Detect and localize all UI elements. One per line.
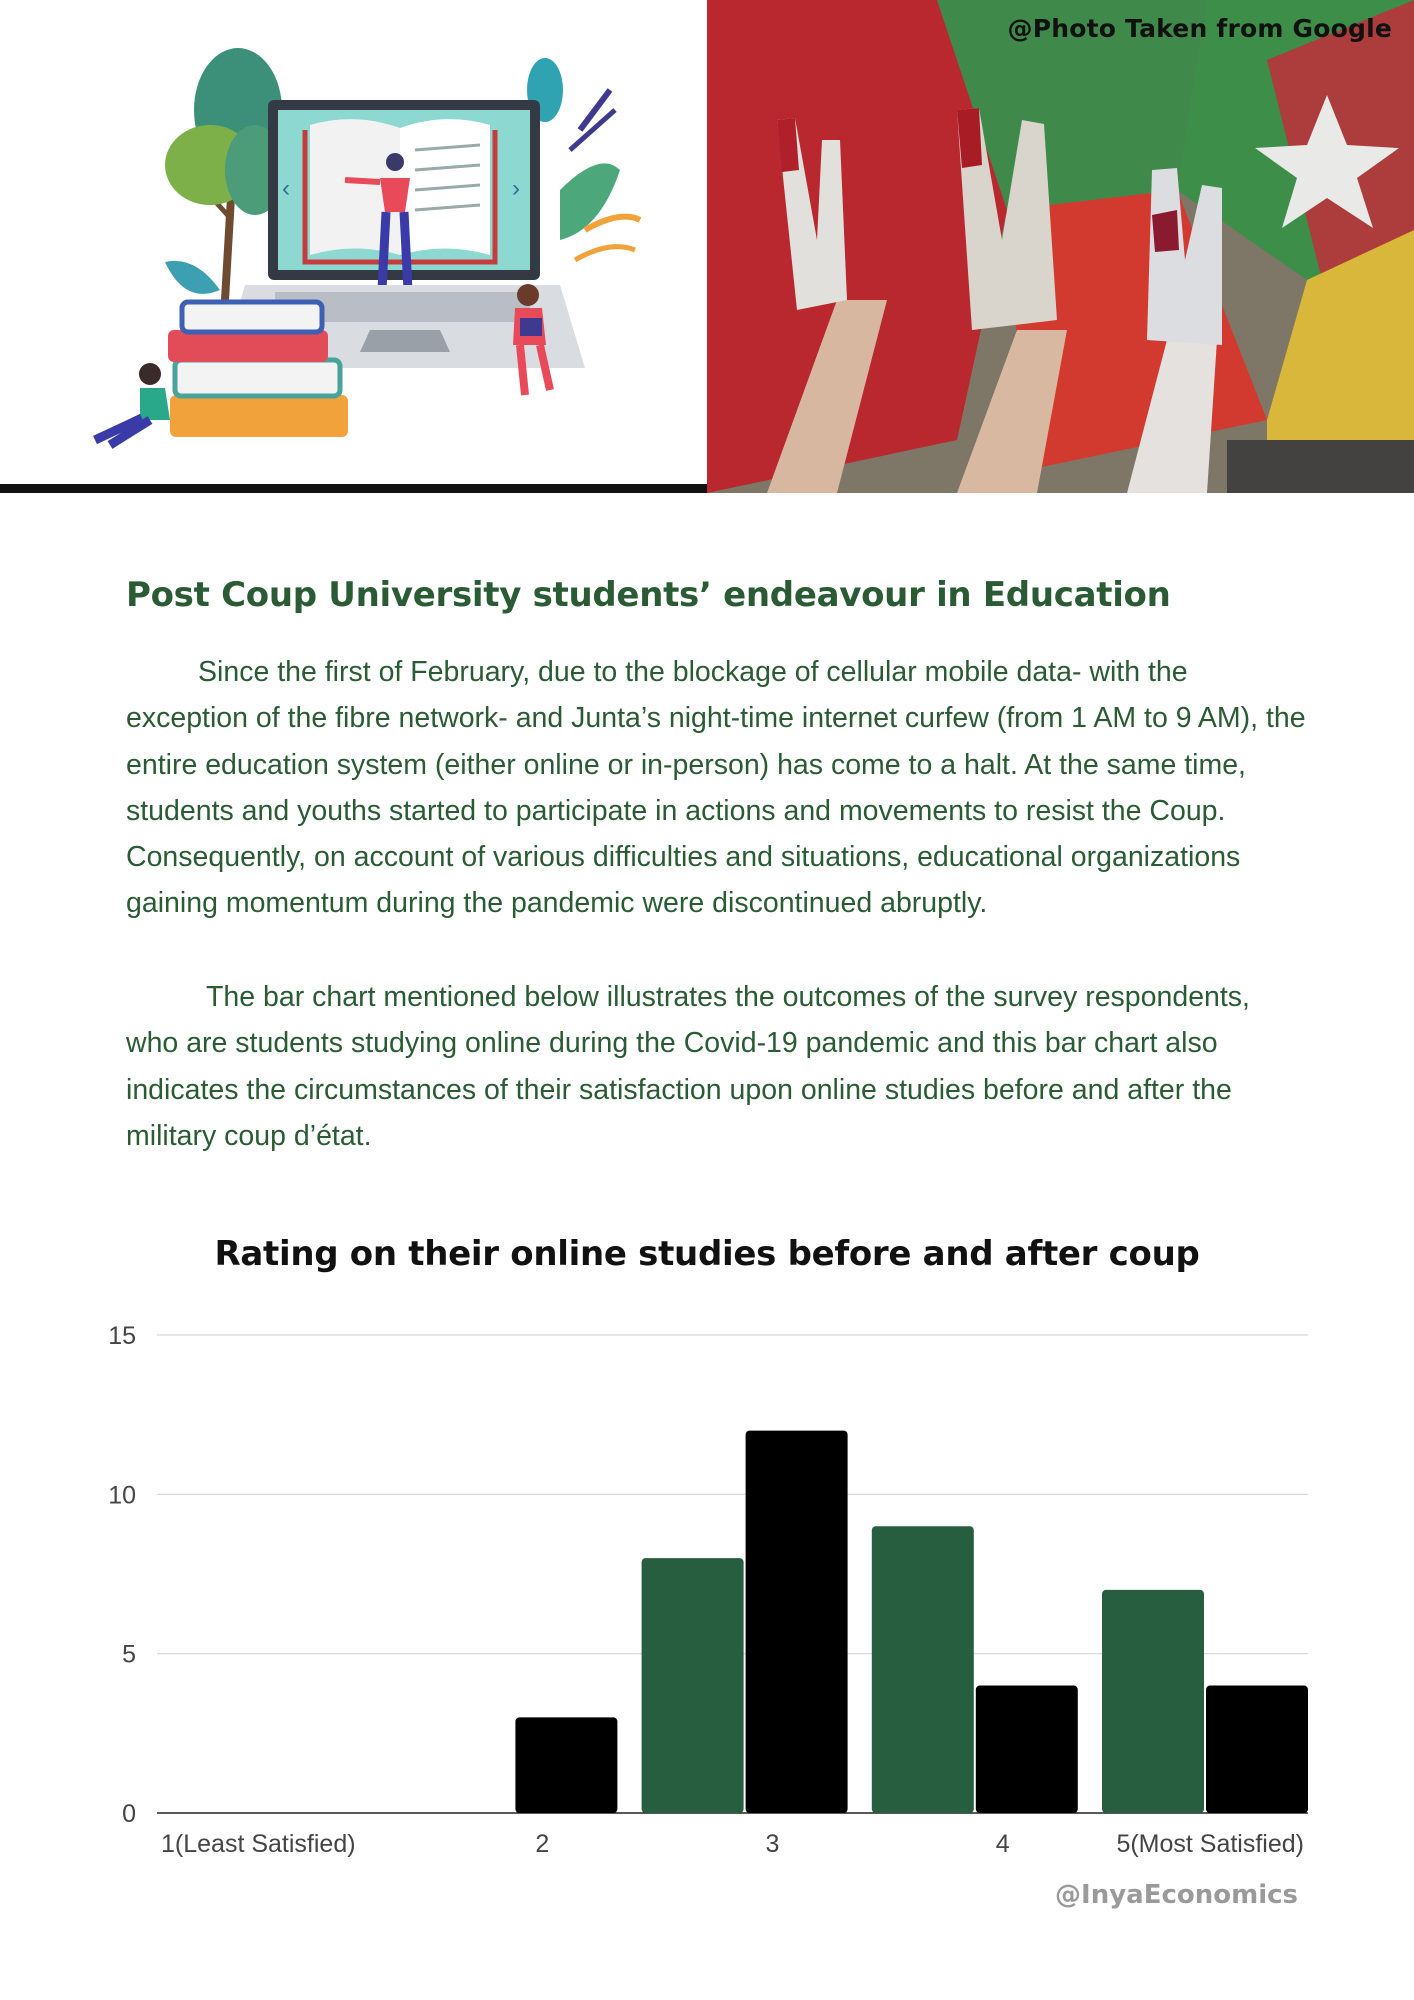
x-tick-label: 5(Most Satisfied) [1116,1830,1304,1858]
article-title: Post Coup University students’ endeavour in Education [126,575,1171,615]
y-tick-label: 10 [108,1481,136,1510]
y-tick-label: 15 [108,1322,136,1350]
article-paragraph-2: The bar chart mentioned below illustrates the outcomes of the survey respondents, who are students studying online during the Covid-19 pandemic and this bar chart also indicates the circumstances of their satisfaction upon online studies before and after the military coup d’état. [126,981,1250,1152]
svg-text:›: › [512,175,520,202]
bar [1206,1686,1308,1813]
photo-credit: @Photo Taken from Google [1007,14,1392,43]
x-tick-label: 3 [765,1830,780,1858]
watermark: @InyaEconomics [1055,1880,1298,1910]
article-paragraph-1: Since the first of February, due to the blockage of cellular mobile data- with the exception of the fibre network- and Junta’s night-time internet curfew (from 1 AM to 9 AM), the entire education system (either online or in-person) has come to a halt. At the same time, students and youths started to participate in actions and movements to resist the Coup. Consequently, on account of various difficulties and situations, educational organizations gaining momentum during the pandemic were discontinued abruptly. [126,656,1306,920]
chart-title: Rating on their online studies before and after coup [214,1234,1200,1274]
bar [1102,1590,1204,1813]
svg-text:‹: ‹ [282,175,290,202]
bar [642,1558,744,1813]
bar [746,1431,848,1813]
divider-line [0,484,707,493]
x-tick-label: 4 [995,1830,1010,1858]
bar-chart [0,1300,1414,1880]
y-tick-label: 0 [122,1800,136,1828]
protest-photo [707,0,1414,493]
bar [515,1717,617,1813]
x-tick-label: 2 [535,1830,550,1858]
bar [872,1526,974,1813]
y-tick-label: 5 [122,1640,136,1669]
education-illustration [0,0,707,484]
x-tick-label: 1(Least Satisfied) [161,1830,356,1858]
bar [976,1686,1078,1813]
